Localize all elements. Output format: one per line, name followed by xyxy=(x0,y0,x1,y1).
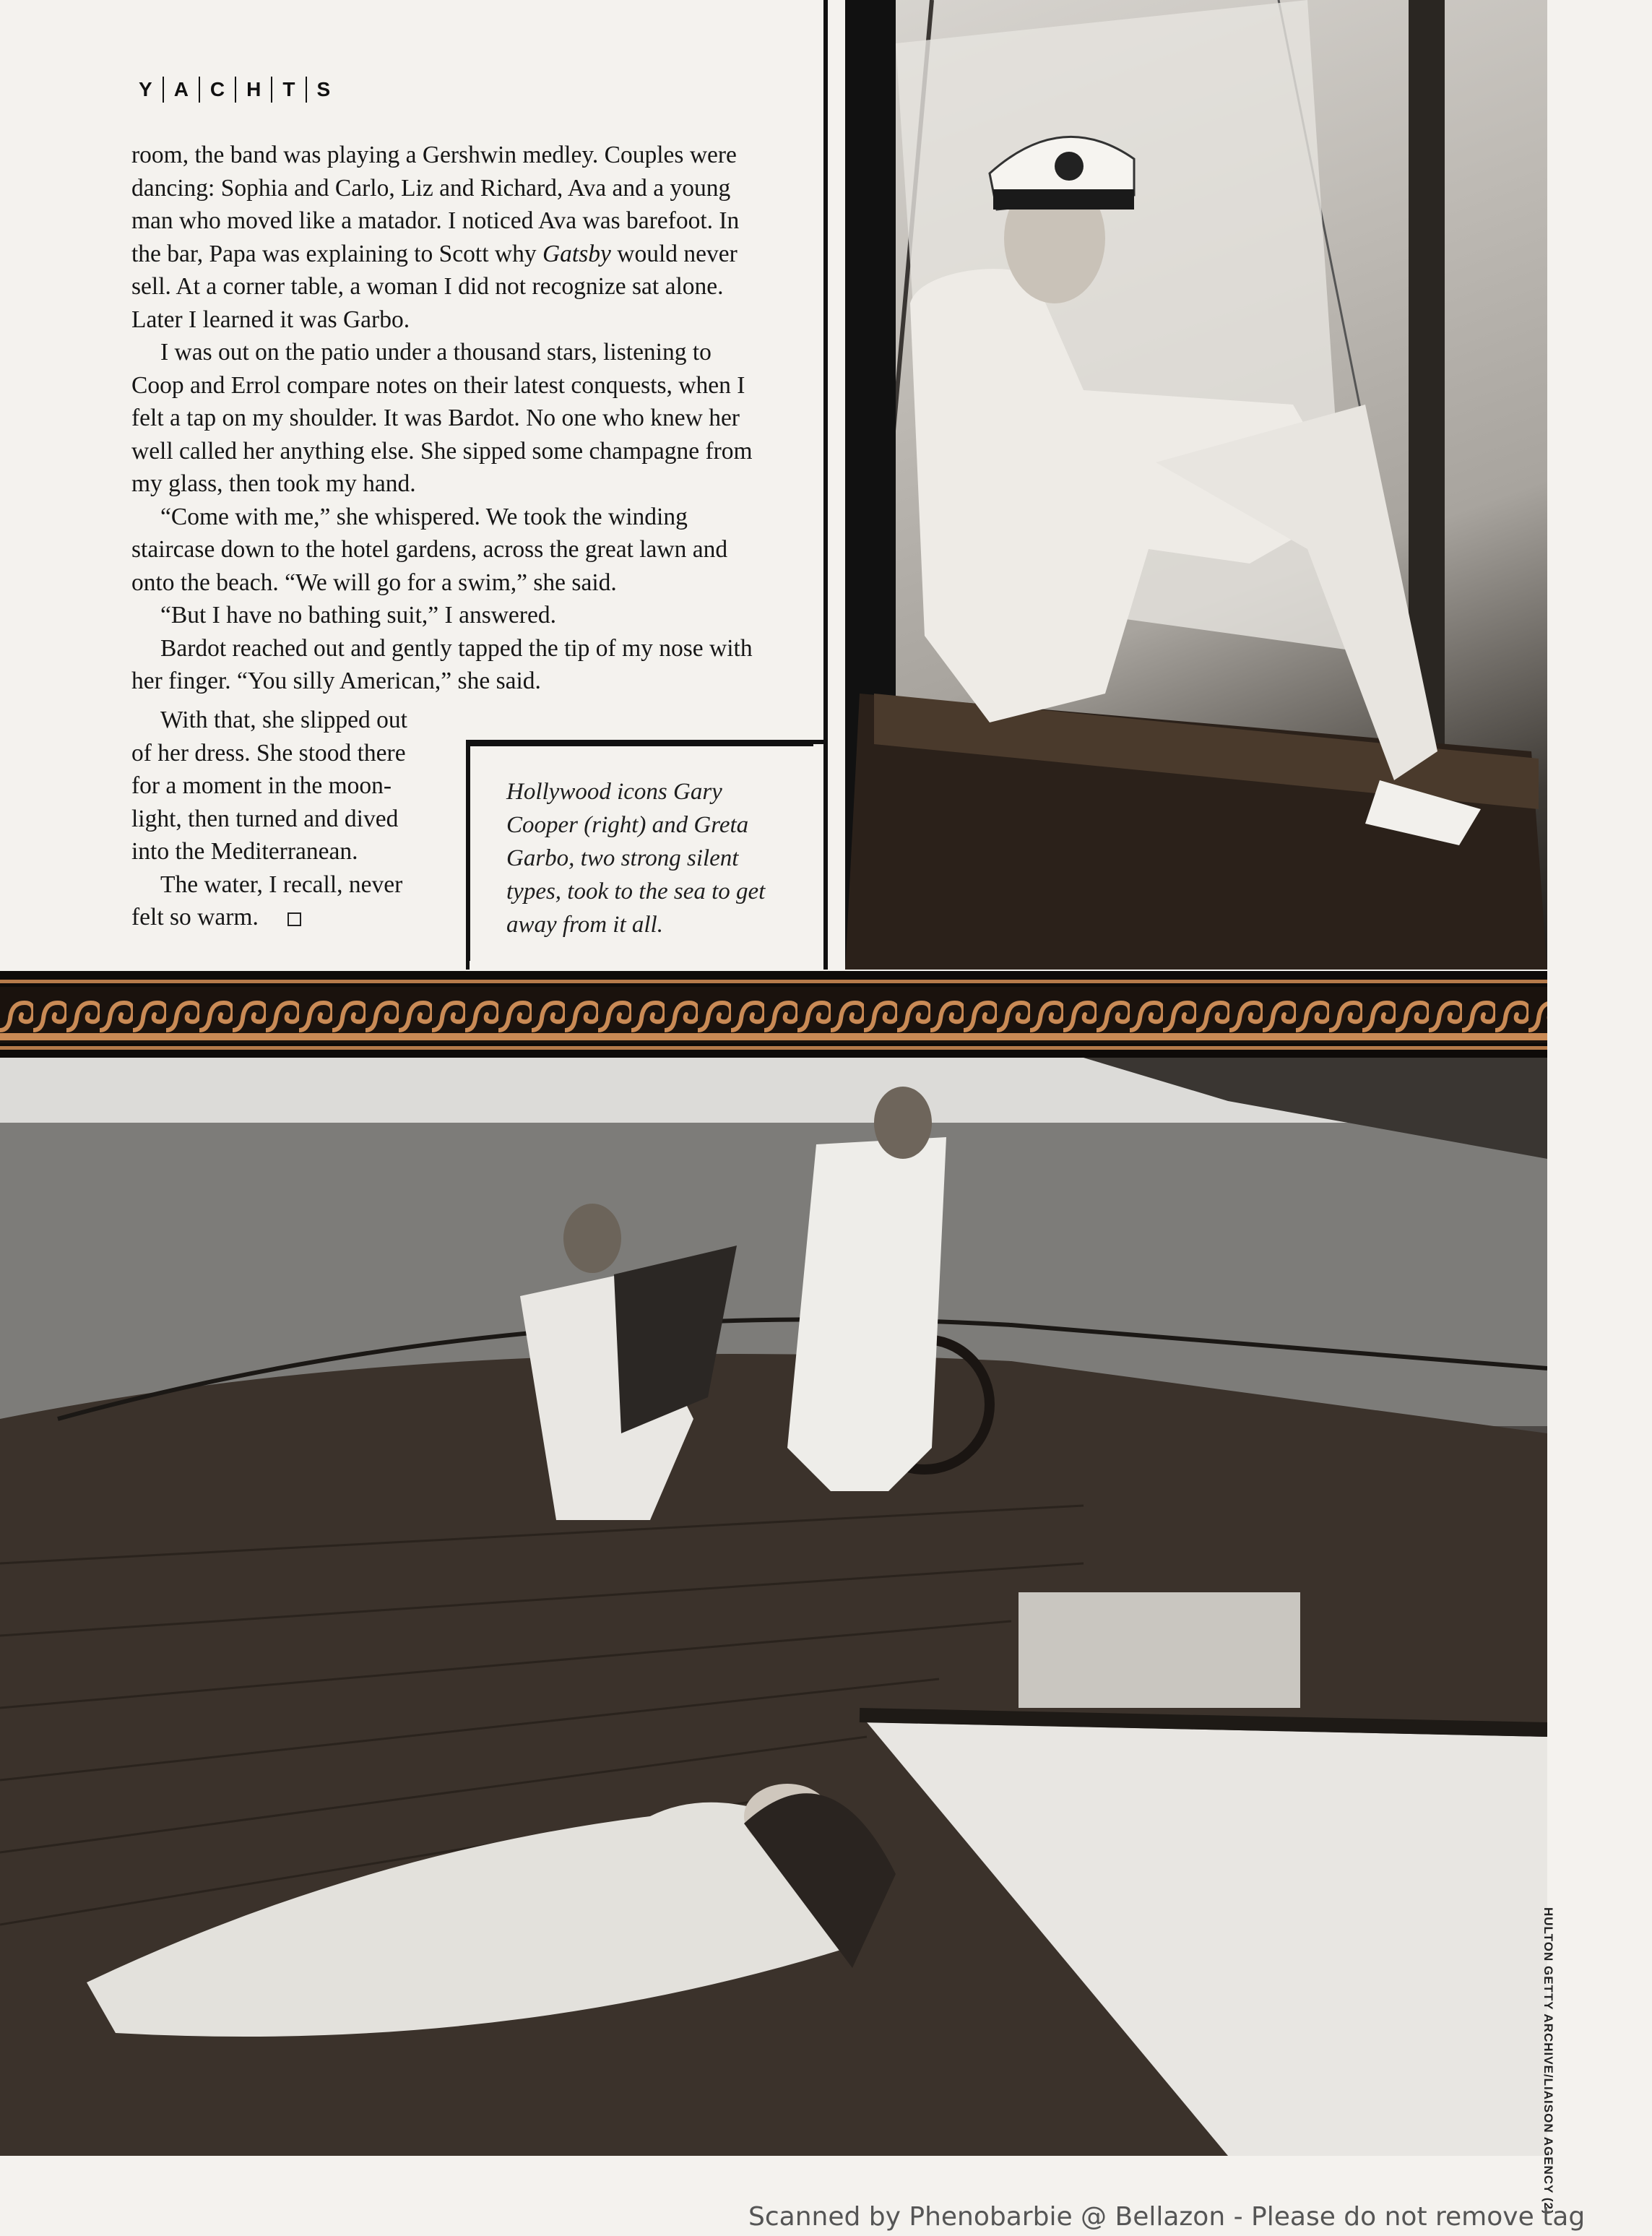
book-title: Gatsby xyxy=(542,240,611,267)
article-paragraph: The water, I recall, never felt so warm. xyxy=(131,871,403,931)
article-paragraph: Bardot reached out and gently tapped the tip of my nose with her finger. “You silly American,” she said. xyxy=(131,634,753,694)
band-bottom-accent xyxy=(0,1046,1547,1050)
article-body xyxy=(131,139,753,698)
header-letter: Y xyxy=(139,78,152,100)
scan-watermark: Scanned by Phenobarbie @ Bellazon - Please do not remove tag xyxy=(748,2202,1586,2232)
caption-right-rule xyxy=(823,740,828,970)
header-letter: T xyxy=(282,78,295,100)
article-paragraph: “Come with me,” she whispered. We took the winding staircase down to the hotel gardens, across the great lawn and onto the beach. “We will go for a swim,” she said. xyxy=(131,503,728,596)
header-letter: C xyxy=(209,78,225,100)
end-mark-icon xyxy=(287,912,301,926)
wave-pattern xyxy=(0,987,1547,1043)
photo-illustration xyxy=(0,1058,1547,2156)
article-paragraph: I was out on the patio under a thousand stars, listening to Coop and Errol compare notes on their latest conquests, when I felt a tap on my shoulder. It was Bardot. No one who knew her well called her anything else. She sipped some champagne from my glass, then took my hand. xyxy=(131,339,753,497)
photo-caption xyxy=(468,744,813,961)
header-letter: A xyxy=(173,78,189,100)
band-top-accent xyxy=(0,980,1547,983)
photo-illustration xyxy=(845,0,1547,970)
photo-gary-cooper xyxy=(845,0,1547,970)
photo-credit: HULTON GETTY ARCHIVE/LIAISON AGENCY (2) xyxy=(1541,1907,1555,2215)
caption-text: Hollywood icons Gary Cooper (right) and Greta Garbo, two strong silent types, took to the sea to get away from it all. xyxy=(506,779,766,938)
wave-scroll-icon xyxy=(0,987,1547,1043)
section-header xyxy=(129,75,340,104)
header-letter: S xyxy=(316,78,331,100)
frame-rule xyxy=(828,0,845,970)
photo-yacht-deck xyxy=(0,1058,1547,2156)
article-paragraph: “But I have no bathing suit,” I answered. xyxy=(160,602,556,629)
decorative-wave-border xyxy=(0,971,1547,1059)
header-letter: H xyxy=(246,78,261,100)
article-paragraph: With that, she slipped out of her dress. She stood there for a moment in the moon-light, then turned and dived into the Mediterranean. xyxy=(131,707,407,865)
article-closing xyxy=(131,704,428,934)
article-paragraph: room, the band was playing a Gershwin medley. Couples were dancing: Sophia and Carlo, Liz and Richard, Ava and a young man who moved like a matador. I noticed Ava was barefoot. In the bar, Papa was explaining to Scott why Gatsby would never sell. At a corner table, a woman I did not recognize sat alone. Later I learned it was Garbo. xyxy=(131,142,740,333)
